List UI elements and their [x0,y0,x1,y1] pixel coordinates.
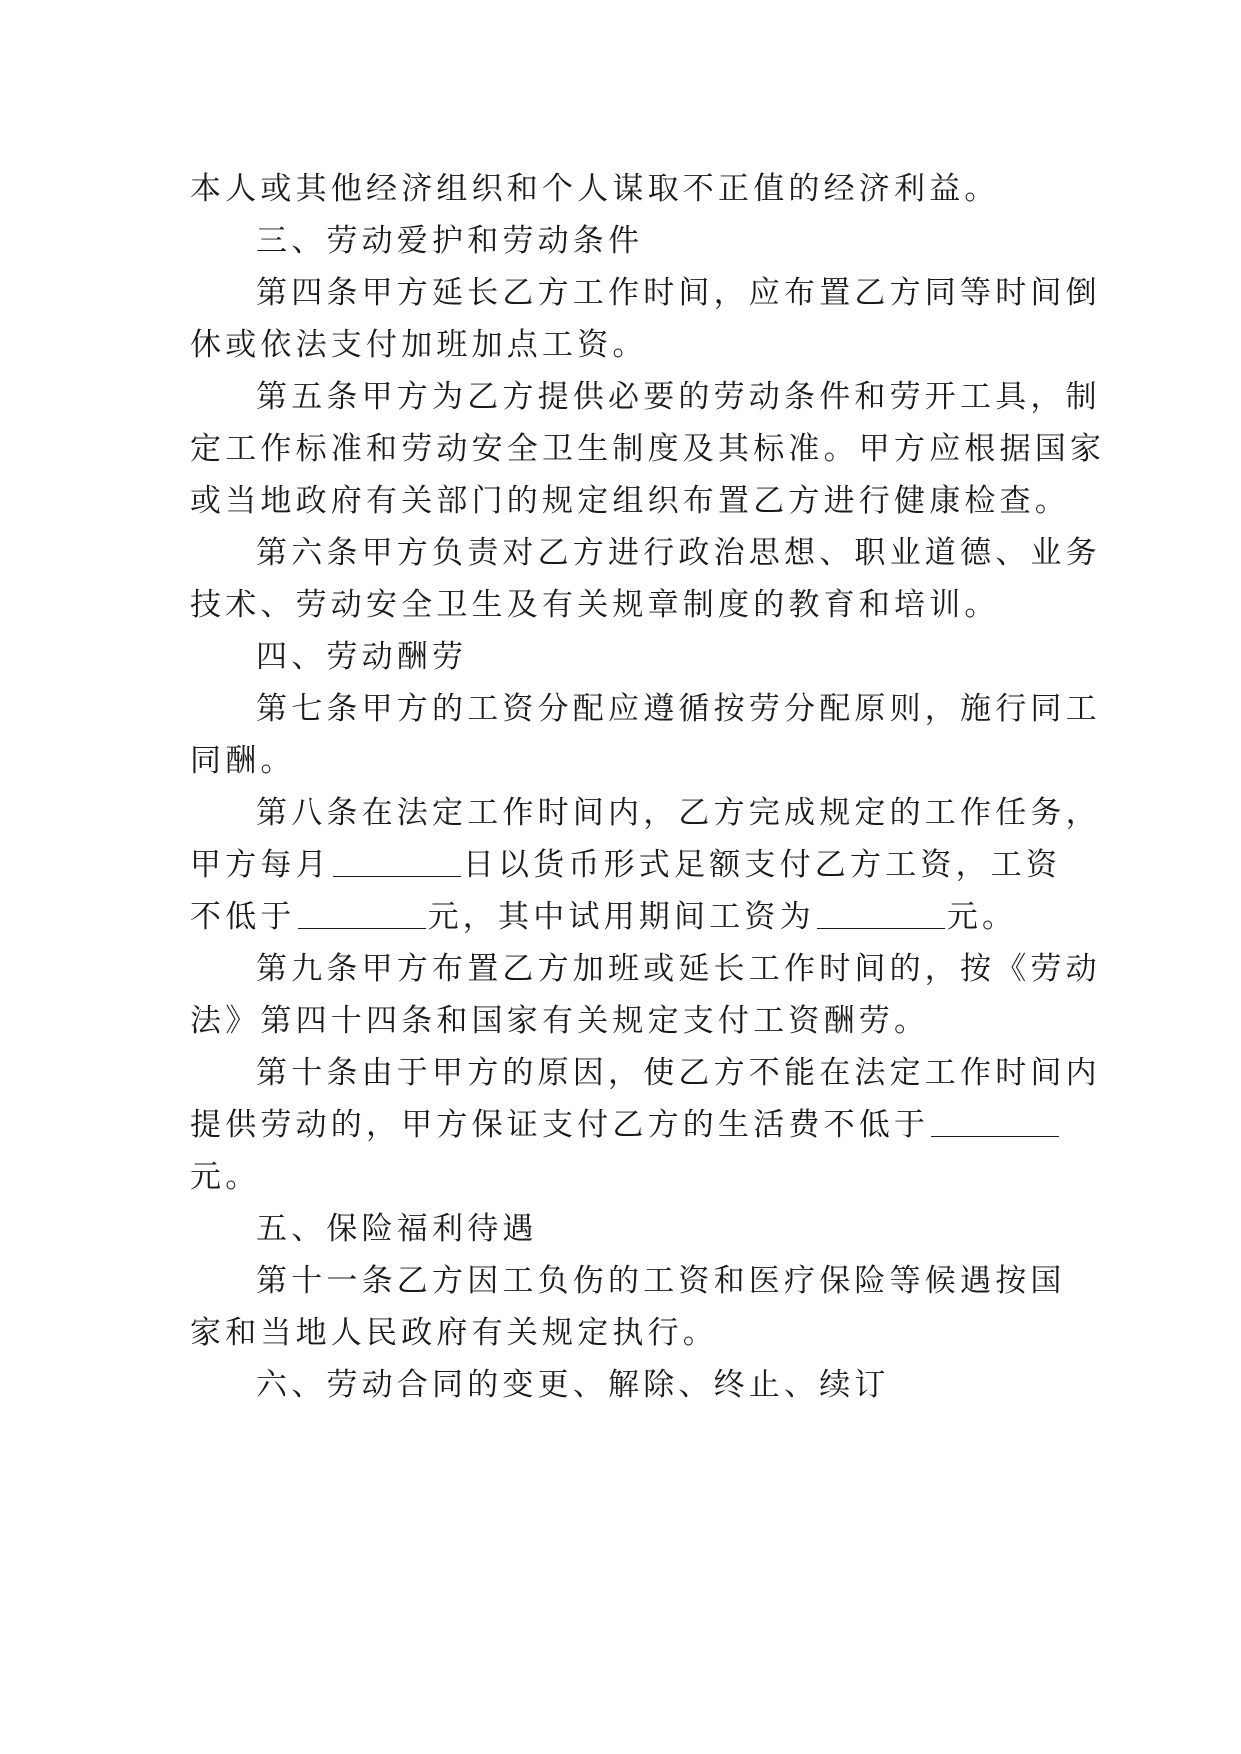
paragraph-line: 第九条甲方布置乙方加班或延长工作时间的，按《劳动 [256,951,1101,987]
paragraph-line: 同酬。 [190,743,296,779]
paragraph-line: 本人或其他经济组织和个人谋取不正值的经济利益。 [190,171,1000,207]
paragraph-line: 第十一条乙方因工负伤的工资和医疗保险等候遇按国 [256,1263,1066,1299]
paragraph-line [190,836,1061,894]
section-heading: 五、保险福利待遇 [256,1211,538,1247]
paragraph-line: 第七条甲方的工资分配应遵循按劳分配原则，施行同工 [256,691,1101,727]
fill-blank-wage [298,892,426,929]
section-heading: 三、劳动爱护和劳动条件 [256,223,644,259]
fill-blank-day [333,840,461,877]
paragraph-line: 休或依法支付加班加点工资。 [190,327,648,363]
paragraph-line: 法》第四十四条和国家有关规定支付工资酬劳。 [190,1003,930,1039]
paragraph-line: 家和当地人民政府有关规定执行。 [190,1315,718,1351]
line-segment: 日以货币形式足额支付乙方工资，工资 [462,847,1062,883]
paragraph-line: 第八条在法定工作时间内，乙方完成规定的工作任务， [256,795,1101,831]
paragraph-line [190,1096,1061,1154]
paragraph-line: 元。 [190,1159,261,1195]
paragraph-line: 第十条由于甲方的原因，使乙方不能在法定工作时间内 [256,1055,1101,1091]
paragraph-line [190,888,1017,946]
line-segment: 甲方每月 [190,847,331,883]
line-segment: 不低于 [190,899,296,935]
line-segment: 提供劳动的，甲方保证支付乙方的生活费不低于 [190,1107,930,1143]
section-heading: 六、劳动合同的变更、解除、终止、续订 [256,1367,890,1403]
paragraph-line: 定工作标准和劳动安全卫生制度及其标准。甲方应根据国家 [190,431,1106,467]
paragraph-line: 第五条甲方为乙方提供必要的劳动条件和劳开工具，制 [256,379,1101,415]
fill-blank-probation-wage [817,892,945,929]
section-heading: 四、劳动酬劳 [256,639,468,675]
paragraph-line: 第四条甲方延长乙方工作时间，应布置乙方同等时间倒 [256,275,1101,311]
line-segment: 元，其中试用期间工资为 [427,899,815,935]
paragraph-line: 技术、劳动安全卫生及有关规章制度的教育和培训。 [190,587,1000,623]
line-segment: 元。 [946,899,1018,935]
paragraph-line: 第六条甲方负责对乙方进行政治思想、职业道德、业务 [256,535,1101,571]
paragraph-line: 或当地政府有关部门的规定组织布置乙方进行健康检查。 [190,483,1070,519]
fill-blank-living-allowance [931,1100,1059,1137]
